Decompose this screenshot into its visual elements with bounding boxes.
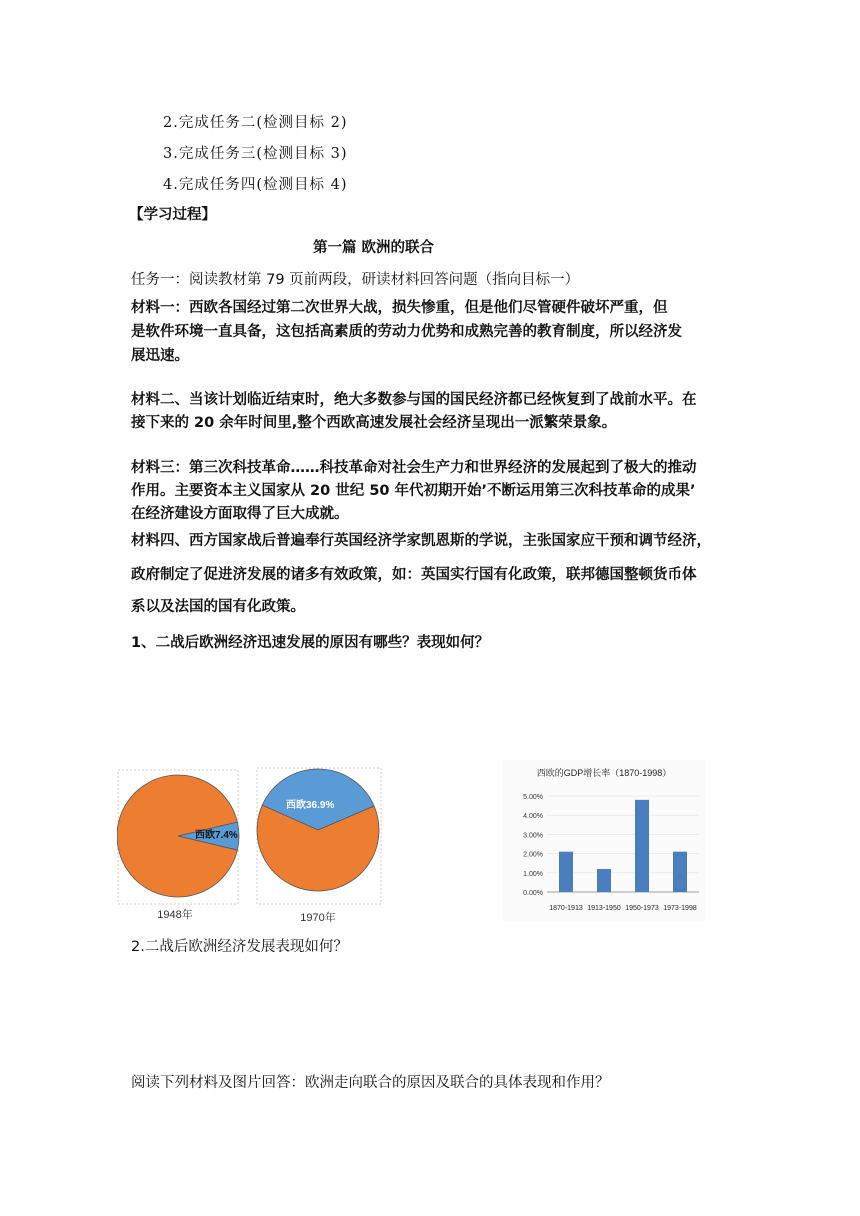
bar [597,869,611,892]
y-tick-label: 3.00% [523,832,543,840]
bar [673,852,687,892]
material-4-line: 系以及法国的国有化政策。 [131,599,305,615]
goal-item-3: 3.完成任务三(检测目标 3) [163,146,348,162]
material-3-line: 作用。主要资本主义国家从 20 世纪 50 年代初期开始’不断运用第三次科技革命的成果’ [131,483,696,499]
material-2-line: 材料二、当该计划临近结束时，绝大多数参与国的国民经济都已经恢复到了战前水平。在 [131,392,697,408]
x-tick-label: 1913-1950 [587,905,621,912]
material-1-line: 展迅速。 [131,348,189,364]
gdp-bar-chart-svg [503,760,705,922]
y-tick-label: 2.00% [523,851,543,859]
material-3-line: 在经济建设方面取得了巨大成就。 [131,506,349,522]
pie-chart-1948 [117,766,241,926]
question-1: 1、二战后欧洲经济迅速发展的原因有哪些？表现如何？ [131,635,490,651]
question-2: 2.二战后欧洲经济发展表现如何？ [131,939,348,955]
pie-slice-label: 西欧36.9% [286,800,335,811]
pie-chart-1948-svg [117,766,241,926]
material-4-line: 政府制定了促进济发展的诸多有效政策，如：英国实行国有化政策，联邦德国整顿货币体 [131,567,697,583]
y-tick-label: 1.00% [523,870,543,878]
question-3: 阅读下列材料及图片回答：欧洲走向联合的原因及联合的具体表现和作用？ [131,1075,610,1091]
chart-title: 西欧的GDP增长率（1870-1998） [536,768,672,778]
x-tick-label: 1950-1973 [625,905,659,912]
bar [559,852,573,892]
y-tick-label: 0.00% [523,890,543,897]
pie-year-label: 1970年 [300,912,336,924]
material-1-line: 是软件环境一直具备，这包括高素质的劳动力优势和成熟完善的教育制度，所以经济发 [131,324,682,340]
material-3-line: 材料三：第三次科技革命……科技革命对社会生产力和世界经济的发展起到了极大的推动 [131,460,697,476]
bar [635,800,649,892]
pie-year-label: 1948年 [157,909,193,921]
goal-item-4: 4.完成任务四(检测目标 4) [163,177,348,193]
pie-chart-1970-svg [256,766,384,926]
chapter-title: 第一篇 欧洲的联合 [313,240,435,256]
pie-chart-1970 [256,766,384,926]
y-tick-label: 4.00% [523,813,543,821]
material-4-line: 材料四、西方国家战后普遍奉行英国经济学家凯恩斯的学说，主张国家应干预和调节经济， [131,533,711,549]
gdp-bar-chart [503,760,705,922]
y-tick-label: 5.00% [523,794,543,801]
x-tick-label: 1870-1913 [549,905,583,912]
section-heading: 【学习过程】 [129,207,216,223]
pie-slice-label: 西欧7.4% [195,830,238,841]
task1-intro: 任务一：阅读教材第 79 页前两段，研读材料回答问题（指向目标一） [131,272,580,288]
material-1-line: 材料一：西欧各国经过第二次世界大战，损失惨重，但是他们尽管硬件破坏严重，但 [131,300,668,316]
goal-item-2: 2.完成任务二(检测目标 2) [163,115,348,131]
x-tick-label: 1973-1998 [663,905,697,912]
material-2-line: 接下来的 20 余年时间里,整个西欧高速发展社会经济呈现出一派繁荣景象。 [131,415,617,431]
chart-background [503,760,705,922]
